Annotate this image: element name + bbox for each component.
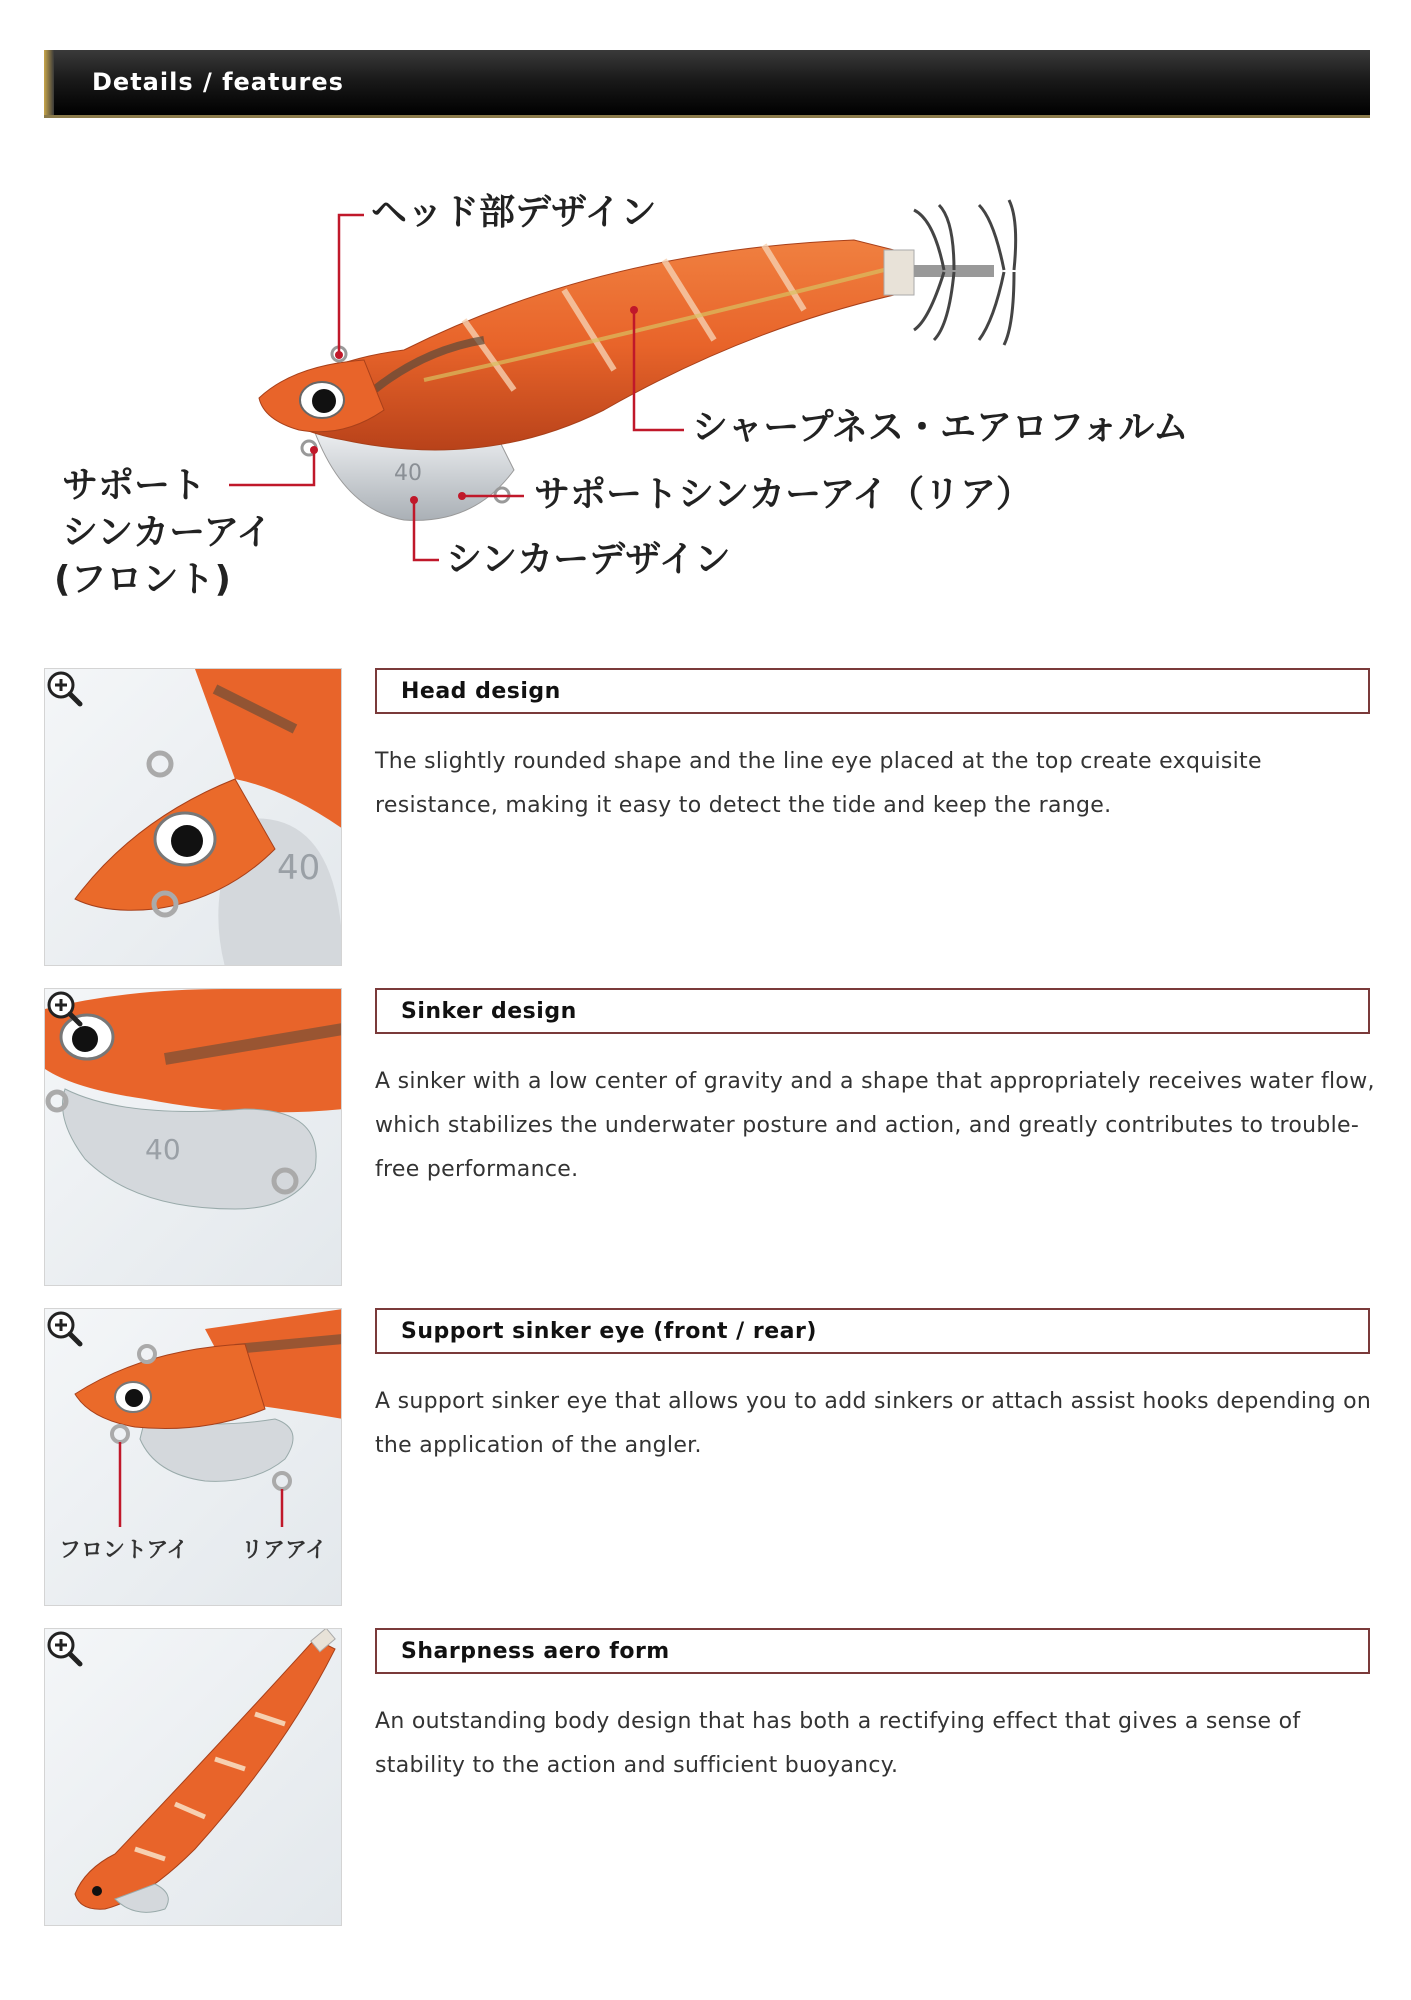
feature-title: Sinker design — [401, 999, 577, 1024]
section-header — [44, 50, 1370, 118]
feature-sharpness-aero-form — [44, 1628, 1370, 1928]
feature-head-design — [44, 668, 1370, 968]
front-eye-label: フロントアイ — [59, 1538, 189, 1563]
callout-aero-form: シャープネス・エアロフォルム — [692, 407, 1189, 448]
lure-diagram — [44, 180, 1370, 630]
rear-eye-label: リアアイ — [241, 1538, 328, 1563]
feature-title-box — [375, 988, 1370, 1034]
svg-text:40: 40 — [277, 848, 321, 888]
callout-front-eye-3: (フロント) — [54, 559, 231, 600]
feature-sinker-design — [44, 988, 1375, 1288]
feature-title: Sharpness aero form — [401, 1639, 670, 1664]
feature-title-box — [375, 1308, 1370, 1354]
svg-text:40: 40 — [145, 1133, 181, 1166]
svg-text:40: 40 — [394, 461, 422, 486]
feature-description: A sinker with a low center of gravity and a shape that appropriately receives water flow, which stabilizes the underwater posture and action, and greatly contributes to trouble-free performance. — [375, 1069, 1375, 1182]
feature-title: Head design — [401, 679, 561, 704]
callout-head-design: ヘッド部デザイン — [371, 192, 657, 233]
feature-support-sinker-eye — [44, 1308, 1370, 1608]
callout-sinker-design: シンカーデザイン — [446, 539, 731, 580]
feature-description: An outstanding body design that has both a rectifying effect that gives a sense of stability to the action and sufficient buoyancy. — [375, 1709, 1301, 1778]
feature-title: Support sinker eye (front / rear) — [401, 1319, 817, 1344]
zoom-in-icon[interactable] — [45, 1309, 83, 1347]
feature-thumbnail[interactable] — [44, 988, 342, 1286]
callout-front-eye-2: シンカーアイ — [62, 512, 273, 553]
zoom-in-icon[interactable] — [45, 989, 83, 1027]
feature-description: The slightly rounded shape and the line eye placed at the top create exquisite resistance, making it easy to detect the tide and keep the range. — [375, 749, 1262, 818]
feature-thumbnail[interactable] — [44, 1628, 342, 1926]
feature-thumbnail[interactable] — [44, 1308, 342, 1606]
callout-rear-eye: サポートシンカーアイ（リア） — [534, 474, 1033, 515]
feature-title-box — [375, 668, 1370, 714]
section-title: Details / features — [92, 68, 344, 96]
aero-form-image — [45, 1629, 342, 1926]
zoom-in-icon[interactable] — [45, 1629, 83, 1667]
feature-title-box — [375, 1628, 1370, 1674]
zoom-in-icon[interactable] — [45, 669, 83, 707]
head-closeup-image — [45, 669, 342, 966]
callout-front-eye-1: サポート — [62, 465, 207, 506]
feature-thumbnail[interactable] — [44, 668, 342, 966]
sinker-closeup-image — [45, 989, 342, 1286]
feature-description: A support sinker eye that allows you to add sinkers or attach assist hooks depending on the application of the angler. — [375, 1389, 1372, 1458]
